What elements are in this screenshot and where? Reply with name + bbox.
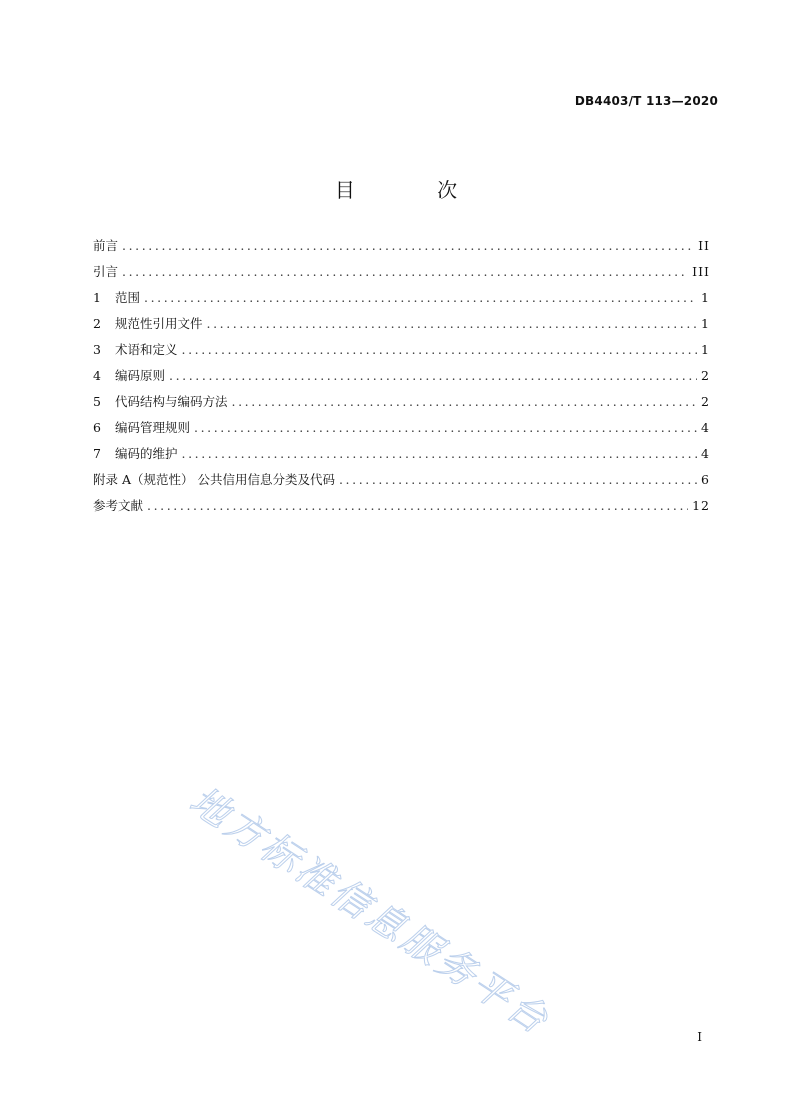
toc-entry-page: 1: [701, 290, 710, 305]
toc-leader-dots: [144, 290, 697, 305]
toc-entry-label: 附录 A（规范性） 公共信用信息分类及代码: [93, 472, 335, 487]
toc-entry-page: 1: [701, 316, 710, 331]
toc-entry-scope[interactable]: [93, 288, 710, 314]
toc-entry-page: 2: [701, 394, 710, 409]
toc-entry-number: 3: [93, 342, 101, 357]
toc-entry-page: 12: [692, 498, 710, 513]
toc-title: 目 次: [334, 178, 496, 202]
toc-entry-label: 范围: [115, 290, 141, 305]
toc-entry-bibliography[interactable]: [93, 496, 710, 522]
toc-entry-label: 术语和定义: [115, 342, 178, 357]
toc-entry-page: 4: [701, 420, 710, 435]
toc-entry-number: 4: [93, 368, 101, 383]
toc-entry-number: 2: [93, 316, 101, 331]
toc-leader-dots: [147, 498, 688, 513]
toc-leader-dots: [169, 368, 697, 383]
toc-leader-dots: [182, 446, 698, 461]
toc-entry-number: 7: [93, 446, 101, 461]
toc-entry-page: III: [692, 264, 710, 279]
toc-leader-dots: [339, 472, 697, 487]
toc-entry-foreword[interactable]: [93, 236, 710, 262]
toc-entry-normative-references[interactable]: [93, 314, 710, 340]
toc-entry-appendix-a[interactable]: [93, 470, 710, 496]
toc-entry-code-structure[interactable]: [93, 392, 710, 418]
toc-leader-dots: [122, 264, 688, 279]
toc-entry-label: 编码管理规则: [115, 420, 191, 435]
toc-entry-page: 6: [701, 472, 710, 487]
toc-entry-label: 前言: [93, 238, 119, 253]
toc-entry-label: 编码原则: [115, 368, 166, 383]
watermark: 地方标准信息服务平台: [182, 777, 559, 1044]
toc-entry-label: 引言: [93, 264, 119, 279]
toc-entry-number: 5: [93, 394, 101, 409]
toc-entry-terms-definitions[interactable]: [93, 340, 710, 366]
toc-leader-dots: [122, 238, 694, 253]
toc-entry-page: 4: [701, 446, 710, 461]
toc-leader-dots: [207, 316, 698, 331]
toc-entry-introduction[interactable]: [93, 262, 710, 288]
document-code: DB4403/T 113—2020: [574, 94, 718, 108]
toc-entry-maintenance[interactable]: [93, 444, 710, 470]
toc-leader-dots: [182, 342, 698, 357]
toc-entry-coding-principles[interactable]: [93, 366, 710, 392]
toc-leader-dots: [194, 420, 697, 435]
toc-leader-dots: [232, 394, 698, 409]
toc-entry-management-rules[interactable]: [93, 418, 710, 444]
table-of-contents: [93, 236, 710, 522]
toc-entry-number: 1: [93, 290, 101, 305]
toc-entry-label: 规范性引用文件: [115, 316, 203, 331]
toc-entry-page: 2: [701, 368, 710, 383]
toc-entry-label: 编码的维护: [115, 446, 178, 461]
toc-entry-page: II: [698, 238, 710, 253]
toc-entry-page: 1: [701, 342, 710, 357]
toc-entry-label: 参考文献: [93, 498, 144, 513]
page-number: I: [697, 1030, 702, 1044]
toc-entry-number: 6: [93, 420, 101, 435]
toc-entry-label: 代码结构与编码方法: [115, 394, 228, 409]
